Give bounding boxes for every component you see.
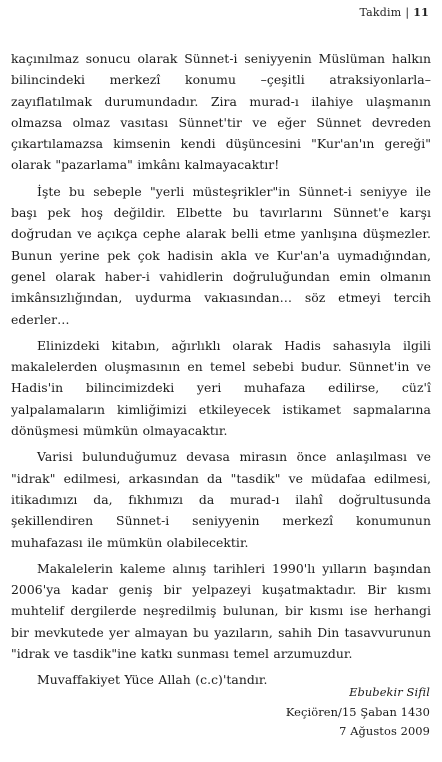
author-name: Ebubekir Sifil bbox=[349, 685, 430, 699]
gregorian-date: 7 Ağustos 2009 bbox=[339, 724, 430, 738]
page-number: 11 bbox=[413, 6, 429, 19]
section-title: Takdim bbox=[359, 6, 402, 19]
paragraph-1: kaçınılmaz sonucu olarak Sünnet-i seniyyenin Müslüman halkın bilincindeki merkezî konumu –çeşitli atraksiyonlarla– zayıflatılmak durumundadır. Zira murad-ı ilahiye ulaşmanın olmazsa olmaz vasıtası Sünnet'tir ve eğer Sünnet devreden çıkartılamazsa kimsenin kendi düşüncesini "Kur'an'ın gereği" olarak "pazarlama" imkânı kalmayacaktır! bbox=[11, 51, 431, 173]
paragraph-5: Makalelerin kaleme alınış tarihleri 1990'lı yılların başından 2006'ya kadar geniş bir yelpazeyi kuşatmaktadır. Bir kısmı muhtelif dergilerde neşredilmiş bulunan, bir kısmı ise herhangi bir mevkutede yer almayan bu yazıların, sahih Din tasavvurunun "idrak ve tasdik"ine katkı sunması temel arzumuzdur. bbox=[11, 560, 431, 662]
signature-block bbox=[286, 683, 430, 742]
place-date: Keçiören/15 Şaban 1430 bbox=[285, 704, 430, 719]
paragraph-3: Elinizdeki kitabın, ağırlıklı olarak Hadis sahasıyla ilgili makalelerden oluşmasının en temel sebebi budur. Sünnet'in ve Hadis'in bilincimizdeki yeri muhafaza edilirse, cüz'î yalpalamaların kimliğimizi etkileyecek istikamet sapmalarına dönüşmesi mümkün olmayacaktır. bbox=[11, 337, 431, 439]
paragraph-2: İşte bu sebeple "yerli müsteşrikler"in Sünnet-i seniyye ile başı pek hoş değildir. Elbette bu tavırlarını Sünnet'e karşı doğrudan ve açıkça cephe alarak belli etme yanlışına düşmezler. Bunun yerine pek çok hadisin akla ve Kur'an'a uymadığından, genel olarak haber-i vahidlerin doğruluğundan emin olmanın imkânsızlığından, uydurma vakıasından… söz etmeyi tercih ederler… bbox=[11, 183, 431, 327]
body-text bbox=[11, 48, 431, 691]
running-header bbox=[359, 6, 429, 20]
header-separator: | bbox=[405, 6, 410, 19]
paragraph-4: Varisi bulunduğumuz devasa mirasın önce anlaşılması ve "idrak" edilmesi, arkasından da "tasdik" ve müdafaa edilmesi, itikadımızı da, fıkhımızı da murad-ı ilahî doğrultusunda şekillendiren Sünnet-i seniyyenin merkezî konumunun muhafazası ile mümkün olabilecektir. bbox=[11, 449, 431, 550]
paragraph-6: Muvaffakiyet Yüce Allah (c.c)'tandır. bbox=[37, 672, 268, 688]
